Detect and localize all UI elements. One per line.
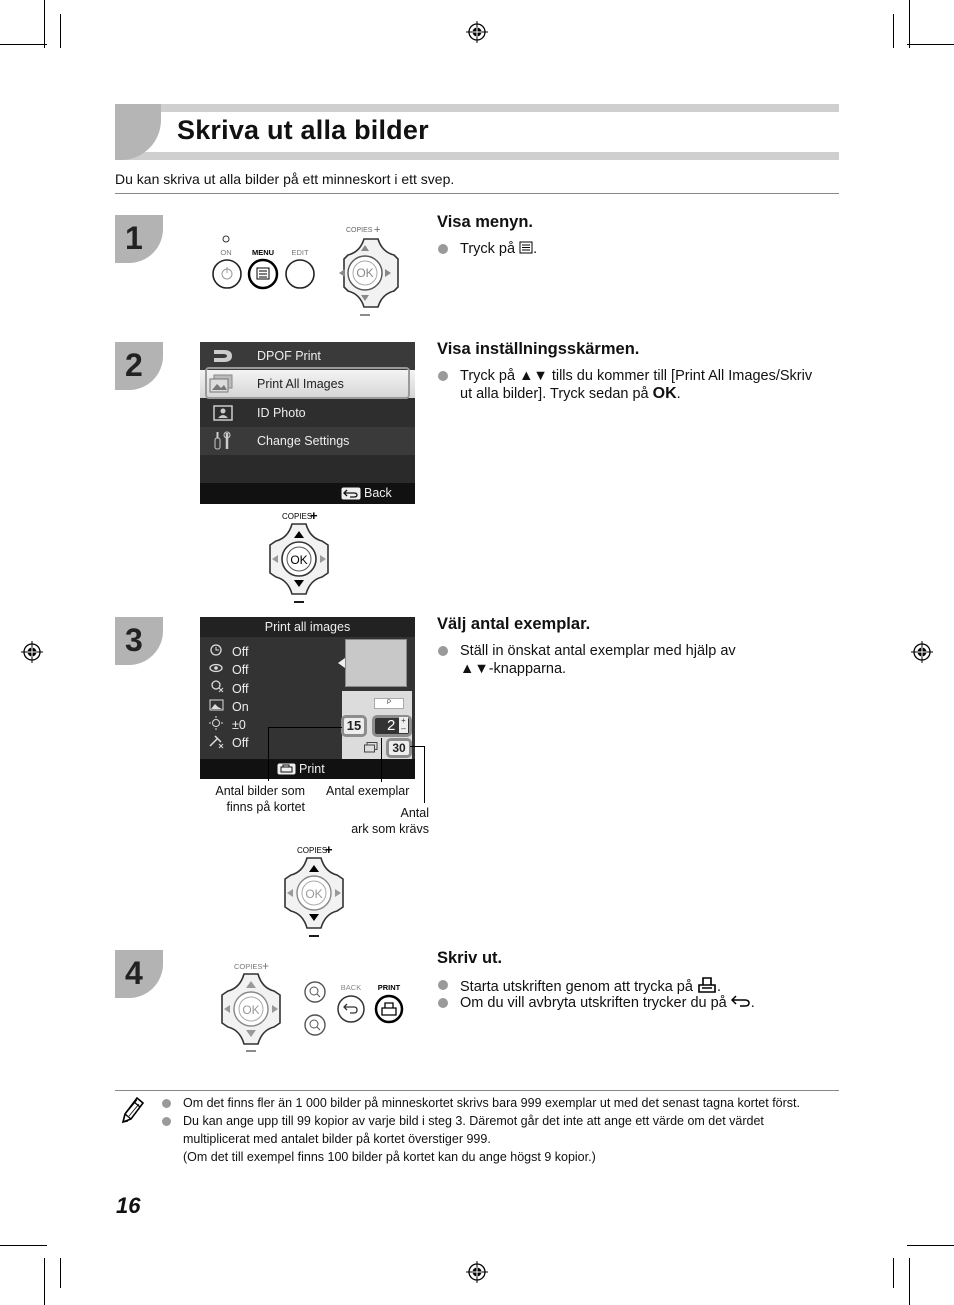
- svg-text:COPIES: COPIES: [234, 962, 263, 971]
- note-text: Du kan ange upp till 99 kopior av varje bild i steg 3. Däremot går det inte att ange ett värde om det värdet: [183, 1114, 764, 1128]
- dpad-illustration: [256, 508, 342, 606]
- menu-item[interactable]: Change Settings: [200, 427, 415, 455]
- id-photo-icon: [212, 405, 234, 421]
- settings-values: [232, 643, 249, 753]
- header-bar: [115, 152, 839, 160]
- step-instruction: Tryck på ▲▼ tills du kommer till [Print All Images/Skriv ut alla bilder]. Tryck sedan på OK.: [460, 368, 813, 402]
- menu-item[interactable]: DPOF Print: [200, 342, 415, 370]
- sheet-icon: [364, 742, 378, 753]
- svg-text:BACK: BACK: [340, 983, 362, 992]
- print-settings-screen: [200, 617, 415, 779]
- menu-button-icon: [519, 241, 533, 254]
- crop-mark: [893, 1258, 894, 1288]
- control-panel-illustration: [205, 222, 415, 322]
- callout-line: [268, 727, 269, 781]
- svg-text:OK: OK: [290, 553, 308, 567]
- note-text: multiplicerat med antalet bilder på kortet överstiger 999.: [183, 1132, 491, 1146]
- print-button-icon: [697, 976, 717, 994]
- page-title: Skriva ut alla bilder: [177, 115, 429, 145]
- print-bar: [200, 759, 415, 779]
- print-label: Print: [299, 762, 325, 776]
- step-instruction: Om du vill avbryta utskriften trycker du på .: [460, 995, 755, 1011]
- crop-mark: [44, 0, 45, 48]
- svg-text:+: +: [262, 959, 270, 973]
- step-number: 1: [115, 215, 163, 263]
- edit-label: EDIT: [291, 248, 309, 257]
- callout-sheets: Antal ark som krävs: [351, 806, 429, 836]
- note-text: (Om det till exempel finns 100 bilder på kortet kan du ange högst 9 kopior.): [183, 1150, 596, 1164]
- crop-mark: [907, 44, 954, 45]
- menu-screen: [200, 342, 415, 504]
- step-heading: Visa menyn.: [437, 213, 533, 231]
- svg-text:OK: OK: [305, 887, 323, 901]
- step-heading: Välj antal exemplar.: [437, 615, 591, 633]
- crop-mark: [60, 14, 61, 48]
- registration-mark-icon: [21, 641, 43, 663]
- step-instruction: Starta utskriften genom att trycka på .: [460, 976, 721, 996]
- bullet-icon: [438, 244, 448, 254]
- menu-item-empty: [200, 455, 415, 483]
- image-count: 15: [341, 715, 367, 737]
- arrow-left-icon: [338, 658, 345, 668]
- setting-value[interactable]: Off: [232, 736, 249, 751]
- step-number: 4: [115, 950, 163, 998]
- crop-mark: [0, 1245, 47, 1246]
- crop-mark: [909, 1258, 910, 1305]
- registration-mark-icon: [911, 641, 933, 663]
- dpad-illustration: [271, 842, 357, 940]
- note-text: Om det finns fler än 1 000 bilder på minneskortet skrivs bara 999 exemplar ut med det senast tagna kortet först.: [183, 1096, 800, 1110]
- svg-text:OK: OK: [242, 1003, 260, 1017]
- ok-label: OK: [356, 266, 374, 280]
- setting-value[interactable]: ±0: [232, 718, 246, 733]
- intro-text: Du kan skriva ut alla bilder på ett minneskort i ett svep.: [115, 171, 455, 187]
- setting-value[interactable]: Off: [232, 663, 249, 678]
- p-tag: P: [374, 698, 404, 709]
- crop-mark: [909, 0, 910, 48]
- copies-count[interactable]: 2: [372, 715, 412, 737]
- back-button-icon: [731, 994, 751, 1008]
- callout-copies: Antal exemplar: [326, 784, 410, 798]
- callout-line: [381, 738, 382, 782]
- bullet-icon: [438, 980, 448, 990]
- step-heading: Skriv ut.: [437, 949, 503, 967]
- svg-text:+: +: [325, 842, 333, 857]
- settings-icon: [212, 431, 234, 451]
- step-instruction: Ställ in önskat antal exemplar med hjälp av ▲▼-knapparna.: [460, 643, 736, 677]
- screen-title: Print all images: [200, 617, 415, 637]
- image-preview: [345, 639, 407, 687]
- bullet-icon: [438, 646, 448, 656]
- divider: [115, 193, 839, 194]
- sheet-count: 30: [386, 738, 412, 758]
- callout-line: [424, 746, 425, 803]
- selection-frame: [205, 367, 410, 399]
- bullet-icon: [438, 998, 448, 1008]
- page-number: 16: [116, 1193, 141, 1218]
- step-heading: Visa inställningsskärmen.: [437, 340, 640, 358]
- print-icon: [277, 763, 296, 775]
- svg-text:COPIES: COPIES: [282, 512, 313, 521]
- back-icon: [341, 487, 361, 500]
- back-label: Back: [364, 486, 392, 500]
- svg-text:+: +: [310, 508, 318, 523]
- settings-icons: [207, 642, 227, 772]
- header-bar: [115, 104, 839, 112]
- svg-text:COPIES: COPIES: [297, 846, 328, 855]
- bullet-icon: [162, 1117, 171, 1126]
- setting-value[interactable]: Off: [232, 681, 249, 696]
- crop-mark: [907, 1245, 954, 1246]
- menu-item-selected[interactable]: Print All Images: [200, 370, 415, 398]
- copies-label: COPIES: [346, 227, 373, 234]
- back-bar: [200, 483, 415, 504]
- registration-mark-icon: [466, 21, 488, 43]
- crop-mark: [44, 1258, 45, 1305]
- bullet-icon: [162, 1099, 171, 1108]
- registration-mark-icon: [466, 1261, 488, 1283]
- callout-images: Antal bilder som finns på kortet: [215, 784, 305, 814]
- menu-item[interactable]: ID Photo: [200, 399, 415, 427]
- step-number: 2: [115, 342, 163, 390]
- dpof-icon: [212, 348, 234, 364]
- crop-mark: [0, 44, 47, 45]
- pencil-icon: [117, 1094, 145, 1126]
- crop-mark: [60, 1258, 61, 1288]
- setting-value[interactable]: On: [232, 699, 249, 714]
- step-instruction: Tryck på .: [460, 241, 538, 257]
- svg-text:+: +: [374, 224, 381, 236]
- callout-line: [268, 727, 342, 728]
- svg-text:PRINT: PRINT: [377, 983, 401, 992]
- callout-line: [410, 746, 424, 747]
- divider: [115, 1090, 839, 1091]
- setting-value[interactable]: Off: [232, 645, 249, 659]
- bullet-icon: [438, 371, 448, 381]
- menu-label: MENU: [251, 248, 275, 257]
- on-label: ON: [220, 248, 232, 257]
- control-panel-illustration: [208, 958, 408, 1056]
- plus-minus-icon: + –: [399, 717, 408, 733]
- crop-mark: [893, 14, 894, 48]
- step-number: 3: [115, 617, 163, 665]
